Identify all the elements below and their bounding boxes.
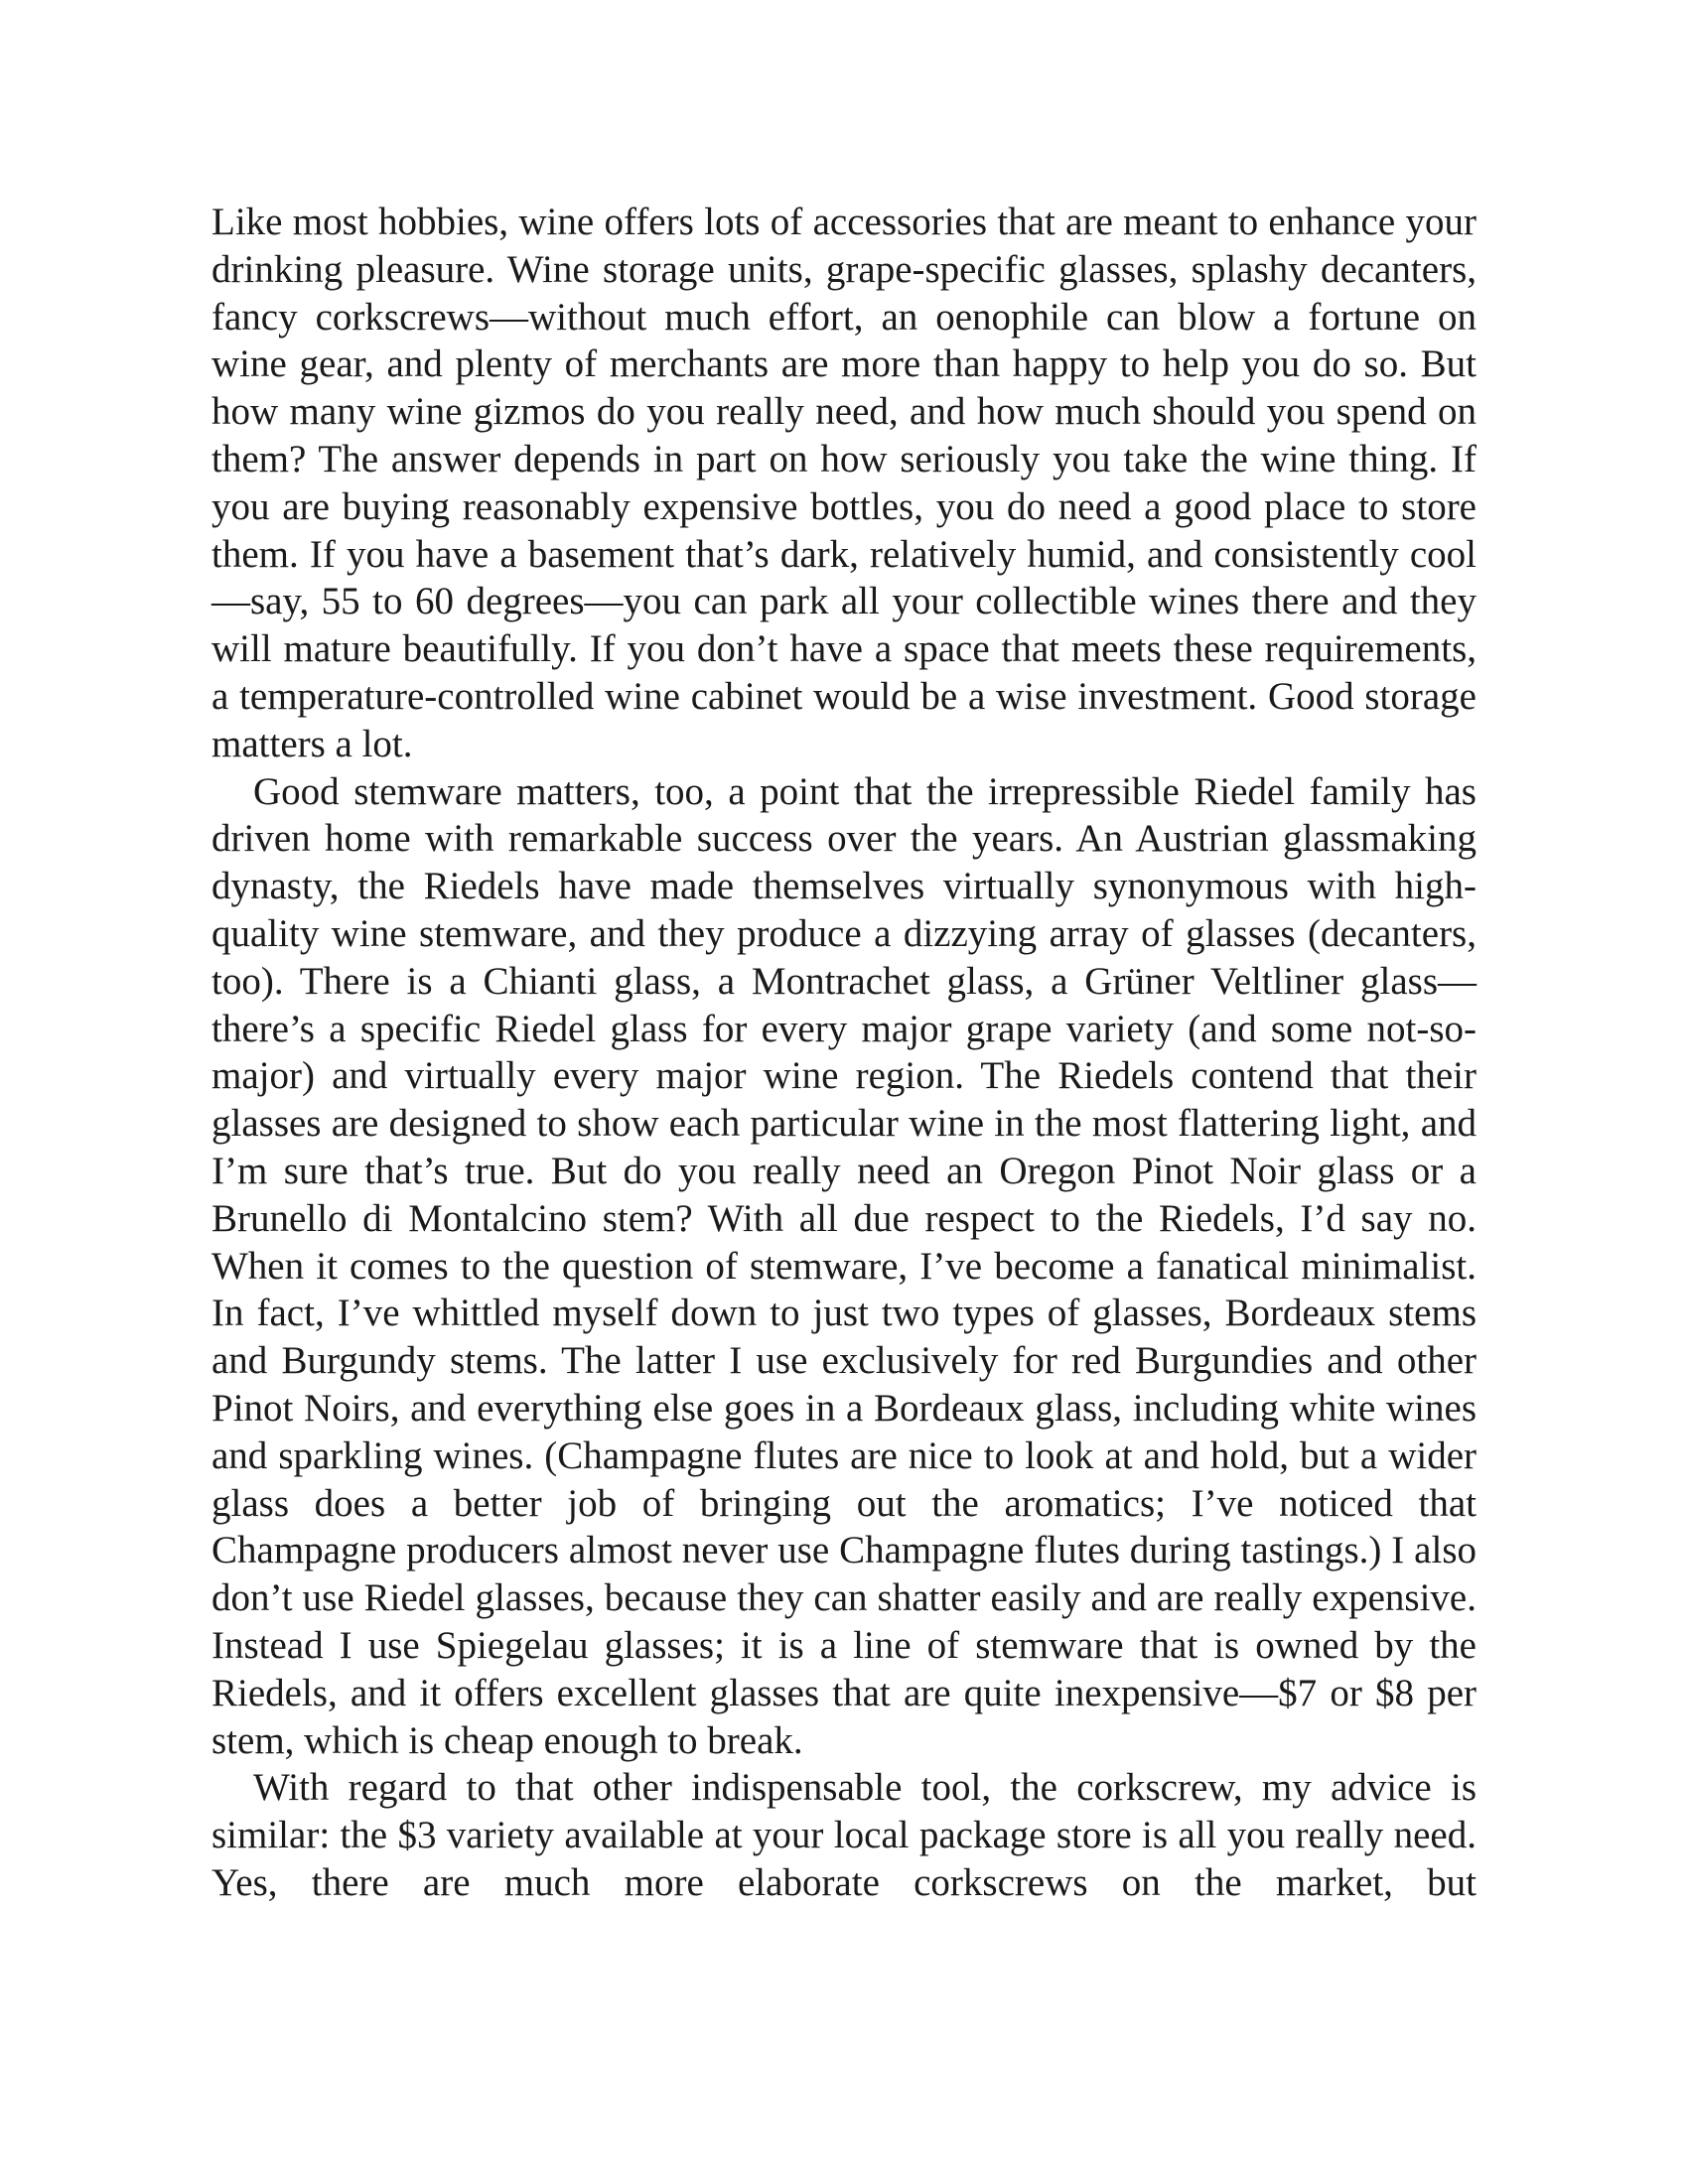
paragraph-corkscrew: With regard to that other indispensable tool, the corkscrew, my advice is similar: the $3 variety available at your local package store is all you really need. Yes, there are much more elaborate corkscrews on the market, but <box>211 1766 1477 1904</box>
page-body <box>211 199 1477 1907</box>
paragraph-stemware: Good stemware matters, too, a point that the irrepressible Riedel family has driven home with remarkable success over the years. An Austrian glassmaking dynasty, the Riedels have made themselves virtually synonymous with high-quality wine stemware, and they produce a dizzying array of glasses (decanters, too). There is a Chianti glass, a Montrachet glass, a Grüner Veltliner glass—there’s a specific Riedel glass for every major grape variety (and some not-so-major) and virtually every major wine region. The Riedels contend that their glasses are designed to show each particular wine in the most flattering light, and I’m sure that’s true. But do you really need an Oregon Pinot Noir glass or a Brunello di Montalcino stem? With all due respect to the Riedels, I’d say no. When it comes to the question of stemware, I’ve become a fanatical minimalist. In fact, I’ve whittled myself down to just two types of glasses, Bordeaux stems and Burgundy stems. The latter I use exclusively for red Burgundies and other Pinot Noirs, and everything else goes in a Bordeaux glass, including white wines and sparkling wines. (Champagne flutes are nice to look at and hold, but a wider glass does a better job of bringing out the aromatics; I’ve noticed that Champagne producers almost never use Champagne flutes during tastings.) I also don’t use Riedel glasses, because they can shatter easily and are really expensive. Instead I use Spiegelau glasses; it is a line of stemware that is owned by the Riedels, and it offers excellent glasses that are quite inexpensive—$7 or $8 per stem, which is cheap enough to break. <box>211 769 1477 1762</box>
paragraph-accessories: Like most hobbies, wine offers lots of accessories that are meant to enhance your drinking pleasure. Wine storage units, grape-specific glasses, splashy decanters, fancy corkscrews—without much effort, an oenophile can blow a fortune on wine gear, and plenty of merchants are more than happy to help you do so. But how many wine gizmos do you really need, and how much should you spend on them? The answer depends in part on how seriously you take the wine thing. If you are buying reasonably expensive bottles, you do need a good place to store them. If you have a basement that’s dark, relatively humid, and consistently cool—say, 55 to 60 degrees—you can park all your collectible wines there and they will mature beautifully. If you don’t have a space that meets these requirements, a temperature-controlled wine cabinet would be a wise investment. Good storage matters a lot. <box>211 201 1477 765</box>
